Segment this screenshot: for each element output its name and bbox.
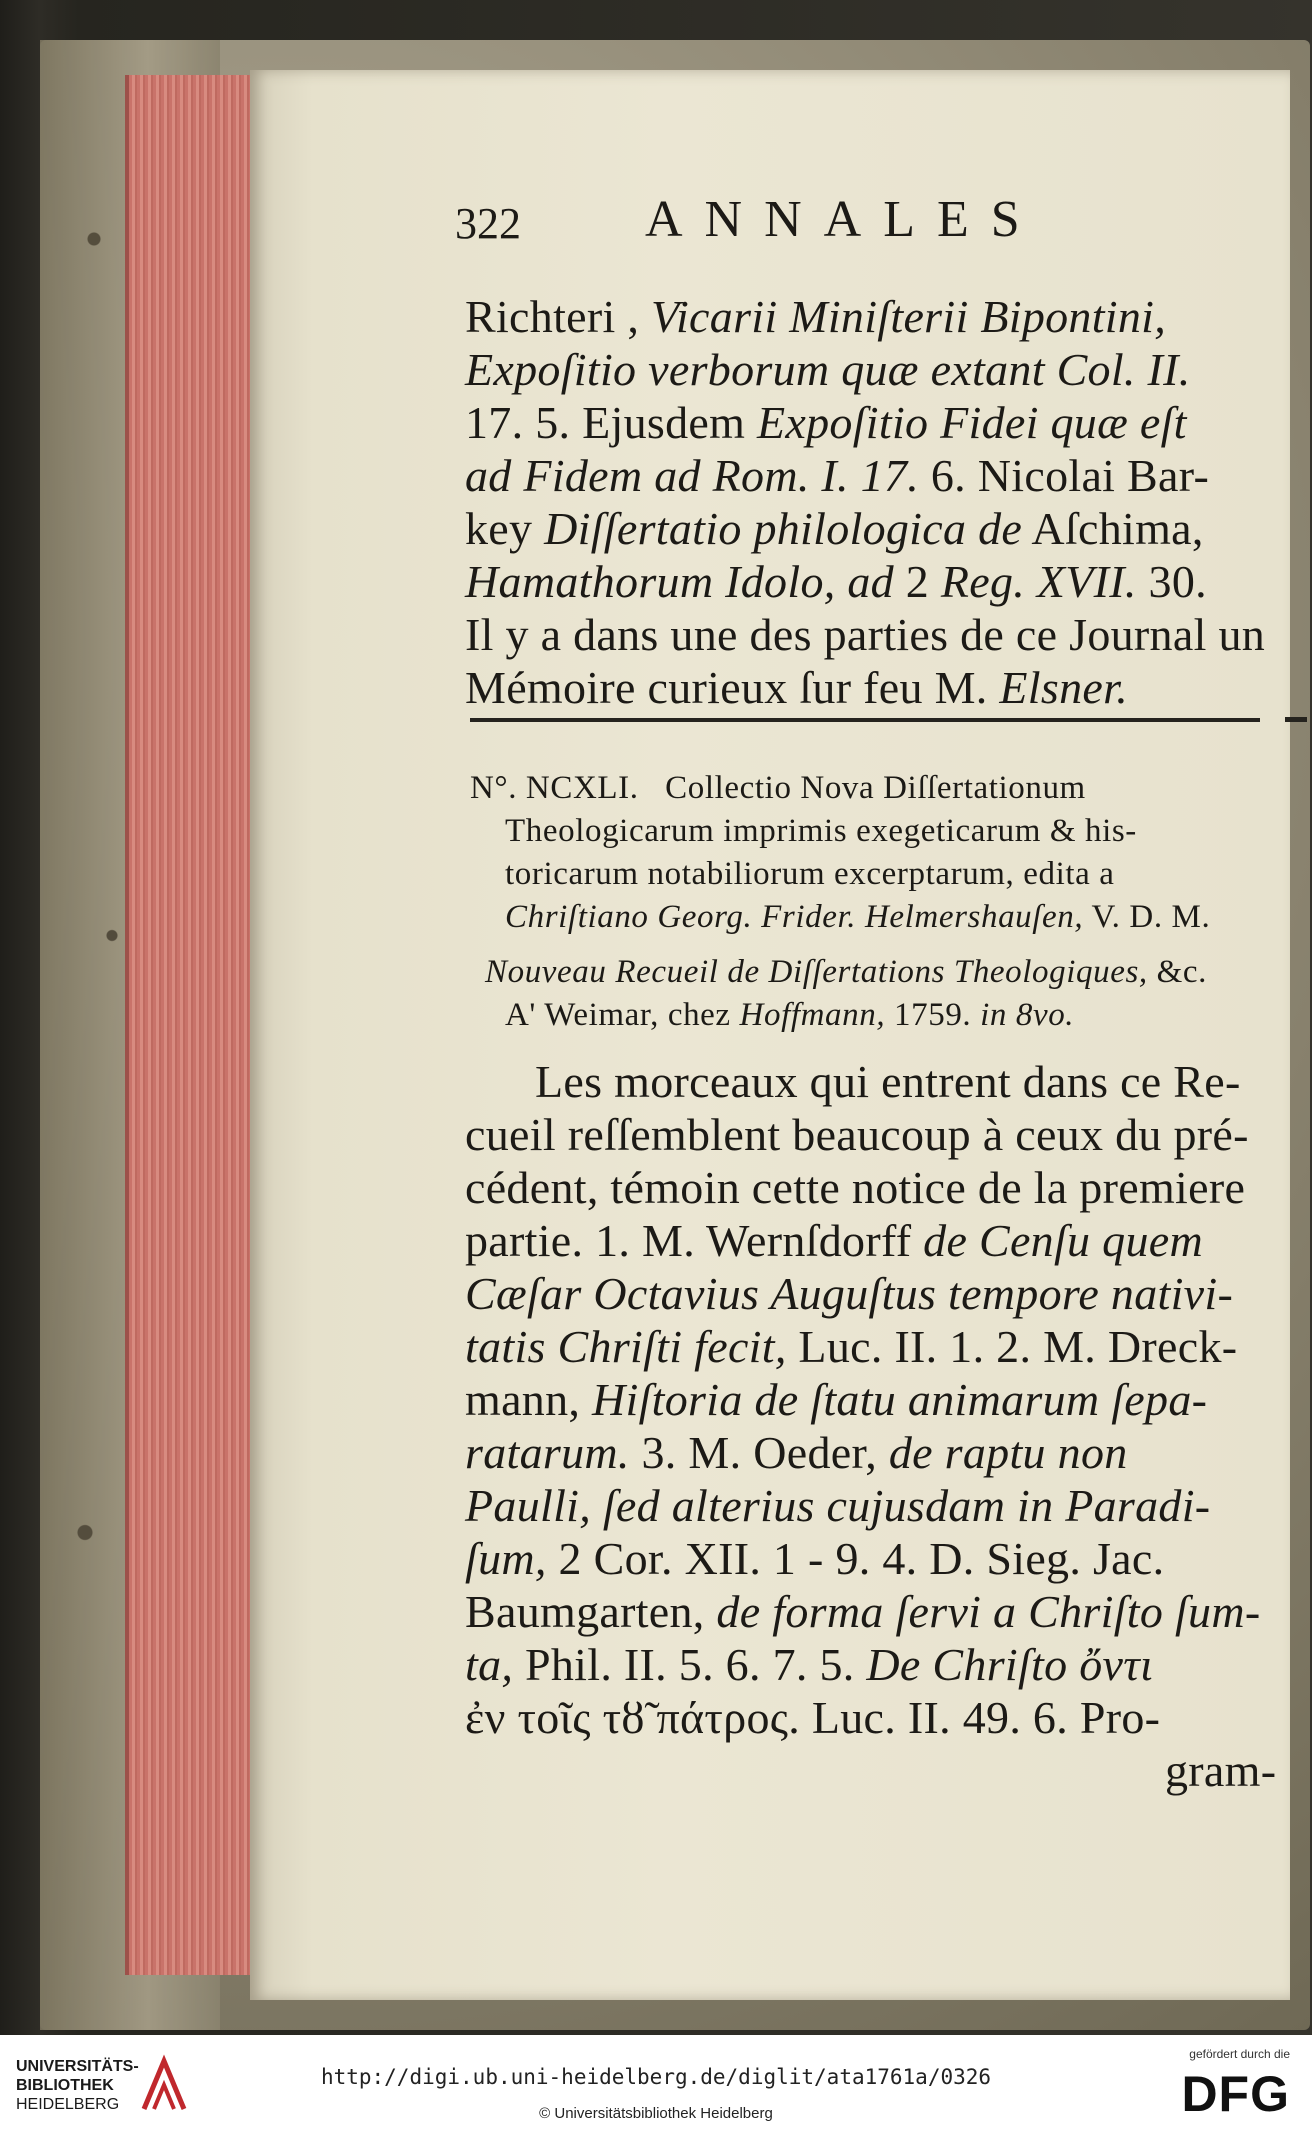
text-line: Theologicarum imprimis exegeticarum & his-	[505, 813, 1137, 849]
text-line: partie. 1. M. Wernſdorff de Cenſu quem	[465, 1215, 1203, 1266]
text-line: Les morceaux qui entrent dans ce Re-	[535, 1056, 1241, 1107]
text-line: ſum, 2 Cor. XII. 1 - 9. 4. D. Sieg. Jac.	[465, 1533, 1165, 1584]
text-line: cédent, témoin cette notice de la premiere	[465, 1162, 1246, 1213]
running-title: ANNALES	[645, 191, 1042, 248]
text-line: cueil reſſemblent beaucoup à ceux du pré-	[465, 1109, 1249, 1160]
catchword: gram-	[1165, 1745, 1277, 1796]
text-line: ἐν τοῖς τȣ̃ πάτρος. Luc. II. 49. 6. Pro-	[465, 1692, 1161, 1743]
text-line: Mémoire curieux ſur feu M. Elsner.	[465, 662, 1128, 713]
funder-note: gefördert durch die	[1189, 2047, 1290, 2061]
text-line: Cæſar Octavius Auguſtus tempore nativi-	[465, 1268, 1234, 1319]
page-number: 322	[455, 199, 521, 248]
text-line: Baumgarten, de forma ſervi a Chriſto ſum-	[465, 1586, 1261, 1637]
viewer-footer	[0, 2035, 1312, 2135]
text-line: 17. 5. Ejusdem Expoſitio Fidei quæ eſt	[465, 397, 1187, 448]
book-page	[250, 70, 1290, 2000]
section-rule	[470, 718, 1260, 722]
text-line: ta, Phil. II. 5. 6. 7. 5. De Chriſto ὄντι	[465, 1639, 1154, 1690]
library-logo[interactable]: UNIVERSITÄTS- BIBLIOTHEK HEIDELBERG	[16, 2058, 139, 2113]
text-line: Hamathorum Idolo, ad 2 Reg. XVII. 30.	[465, 556, 1207, 607]
text-line: ad Fidem ad Rom. I. 17. 6. Nicolai Bar-	[465, 450, 1210, 501]
red-page-edges	[125, 75, 259, 1975]
section-rule-end	[1285, 717, 1307, 722]
entry-heading: N°. NCXLI. Collectio Nova Diſſertationum	[470, 770, 1086, 806]
dfg-logo[interactable]: DFG	[1181, 2066, 1290, 2122]
text-line: key Diſſertatio philologica de Aſchima,	[465, 503, 1204, 554]
text-line: Nouveau Recueil de Diſſertations Theologiques, &c.	[485, 954, 1207, 990]
copyright-notice: © Universitätsbibliothek Heidelberg	[539, 2105, 773, 2122]
text-line: Il y a dans une des parties de ce Journal un	[465, 609, 1266, 660]
text-line: Paulli, ſed alterius cujusdam in Paradi-	[465, 1480, 1211, 1531]
permalink[interactable]: http://digi.ub.uni-heidelberg.de/diglit/ata1761a/0326	[320, 2065, 992, 2089]
text-line: ratarum. 3. M. Oeder, de raptu non	[465, 1427, 1128, 1478]
text-line: tatis Chriſti fecit, Luc. II. 1. 2. M. Dreck-	[465, 1321, 1238, 1372]
text-line: mann, Hiſtoria de ſtatu animarum ſepa-	[465, 1374, 1208, 1425]
text-line: Expoſitio verborum quæ extant Col. II.	[465, 344, 1191, 395]
text-line: Richteri , Vicarii Miniſterii Bipontini,	[465, 291, 1167, 342]
text-line: Chriſtiano Georg. Frider. Helmershauſen, V. D. M.	[505, 899, 1211, 935]
entry-number: N°. NCXLI.	[470, 770, 639, 806]
text-line: A' Weimar, chez Hoffmann, 1759. in 8vo.	[505, 997, 1075, 1033]
text-line: toricarum notabiliorum excerptarum, edita a	[505, 856, 1115, 892]
